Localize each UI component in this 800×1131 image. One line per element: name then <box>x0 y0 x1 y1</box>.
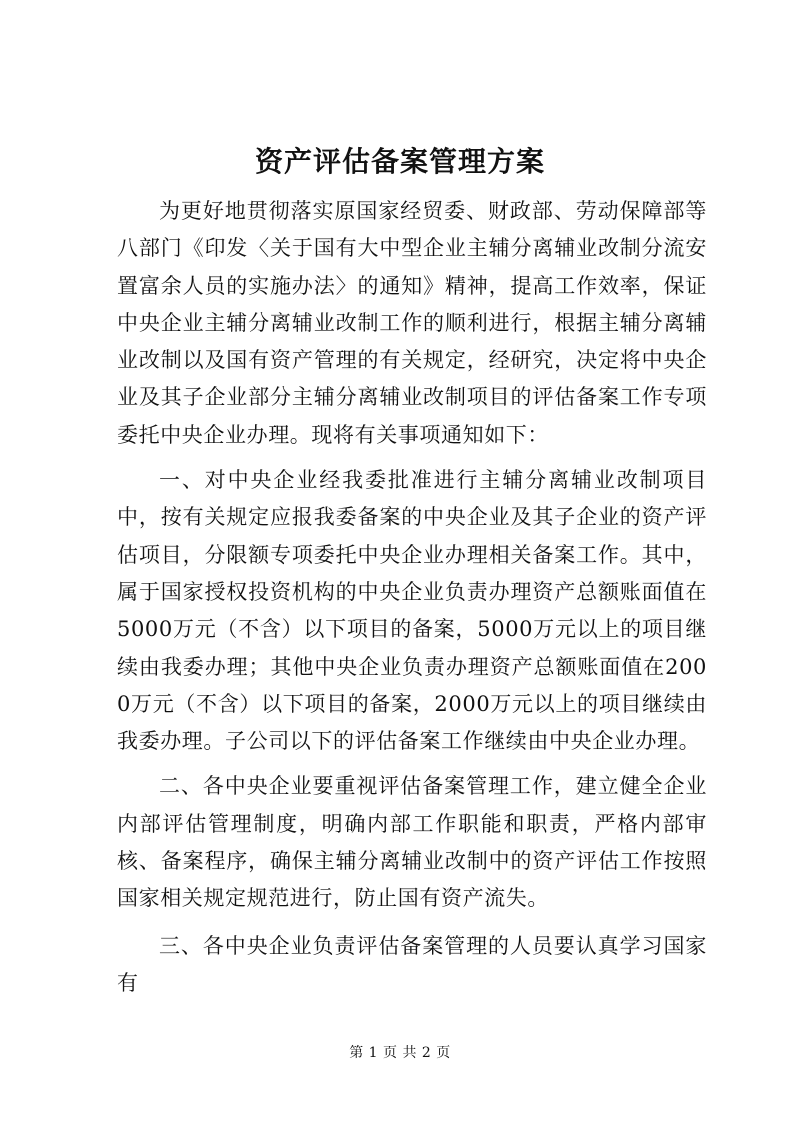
paragraph-intro: 为更好地贯彻落实原国家经贸委、财政部、劳动保障部等八部门《印发〈关于国有大中型企业主辅分离辅业改制分流安置富余人员的实施办法〉的通知》精神，提高工作效率，保证中央企业主辅分离辅业改制工作的顺利进行，根据主辅分离辅业改制以及国有资产管理的有关规定，经研究，决定将中央企业及其子企业部分主辅分离辅业改制项目的评估备案工作专项委托中央企业办理。现将有关事项通知如下： <box>117 199 707 447</box>
paragraph-item-2: 二、各中央企业要重视评估备案管理工作，建立健全企业内部评估管理制度，明确内部工作职能和职责，严格内部审核、备案程序，确保主辅分离辅业改制中的资产评估工作按照国家相关规定规范进行，防止国有资产流失。 <box>117 774 707 911</box>
page-footer: 第 1 页 共 2 页 <box>349 1045 451 1061</box>
document-body <box>117 193 707 1010</box>
paragraph-item-1: 一、对中央企业经我委批准进行主辅分离辅业改制项目中，按有关规定应报我委备案的中央企业及其子企业的资产评估项目，分限额专项委托中央企业办理相关备案工作。其中，属于国家授权投资机构的中央企业负责办理资产总额账面值在5000万元（不含）以下项目的备案，5000万元以上的项目继续由我委办理；其他中央企业负责办理资产总额账面值在2000万元（不含）以下项目的备案，2000万元以上的项目继续由我委办理。子公司以下的评估备案工作继续由中央企业办理。 <box>117 468 707 754</box>
document-title: 资产评估备案管理方案 <box>254 145 545 178</box>
paragraph-item-3: 三、各中央企业负责评估备案管理的人员要认真学习国家有 <box>117 933 707 995</box>
